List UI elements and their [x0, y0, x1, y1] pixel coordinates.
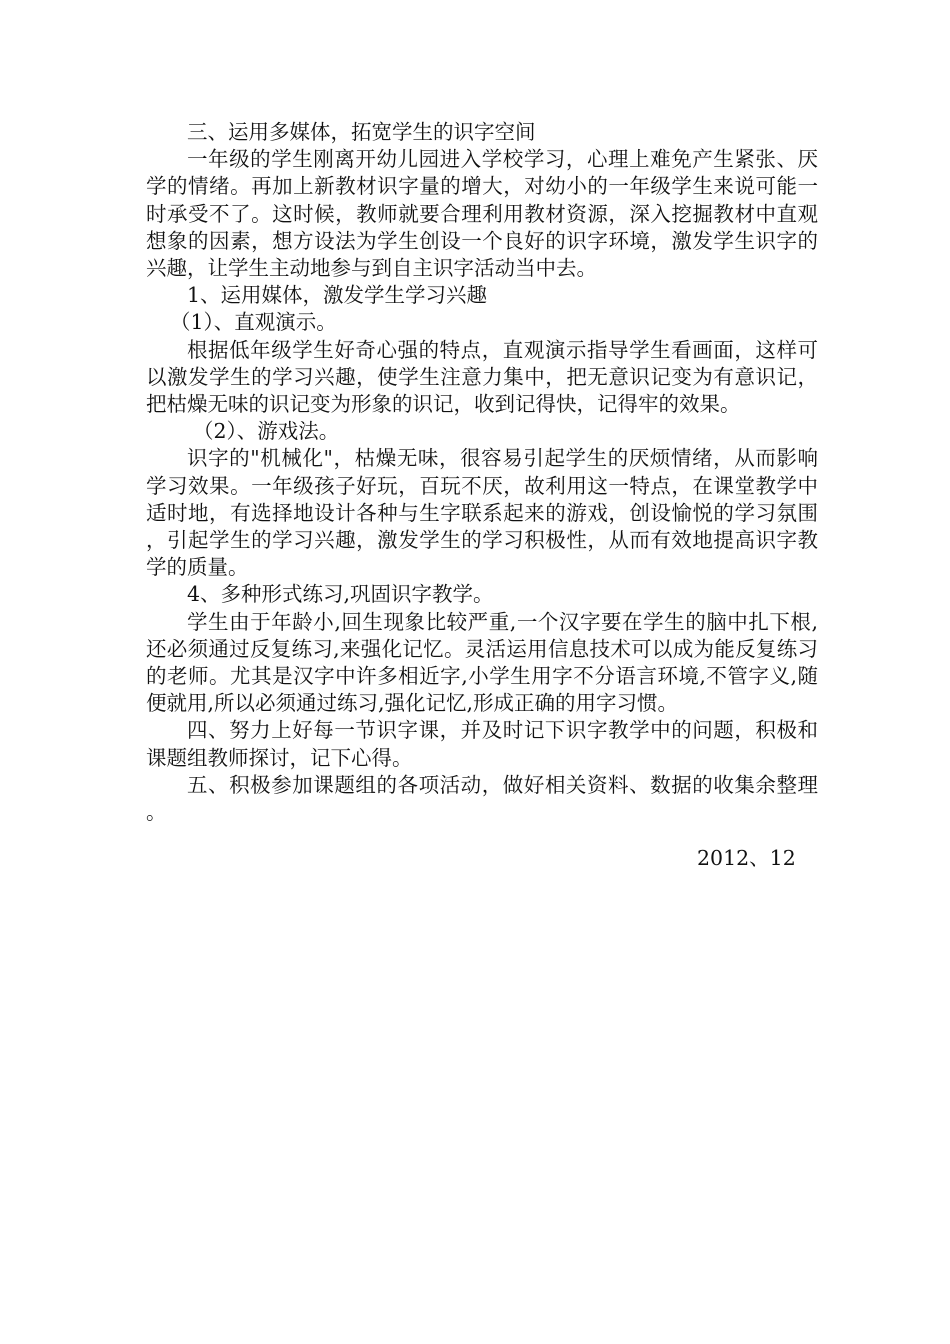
section-paragraph-4: 四、努力上好每一节识字课，并及时记下识字教学中的问题，积极和课题组教师探讨，记下心得。 [146, 718, 818, 770]
subsection-heading-4: 4、多种形式练习,巩固识字教学。 [187, 582, 494, 607]
item-heading-1: （1）、直观演示。 [170, 310, 337, 335]
body-paragraph: 学生由于年龄小,回生现象比较严重,一个汉字要在学生的脑中扎下根,还必须通过反复练习,来强化记忆。灵活运用信息技术可以成为能反复练习的老师。尤其是汉字中许多相近字,小学生用字不分语言环境,不管字义,随便就用,所以必须通过练习,强化记忆,形成正确的用字习惯。 [146, 609, 818, 716]
document-date: 2012、12 [697, 846, 796, 870]
document-body [146, 119, 818, 826]
body-paragraph: 根据低年级学生好奇心强的特点，直观演示指导学生看画面，这样可以激发学生的学习兴趣，使学生注意力集中，把无意识记变为有意识记，把枯燥无味的识记变为形象的识记，收到记得快，记得牢的效果。 [146, 337, 818, 417]
subsection-heading-1: 1、运用媒体，激发学生学习兴趣 [187, 283, 488, 308]
section-heading-3: 三、运用多媒体，拓宽学生的识字空间 [187, 120, 536, 144]
body-paragraph: 识字的"机械化"，枯燥无味，很容易引起学生的厌烦情绪，从而影响学习效果。一年级孩子好玩，百玩不厌，故利用这一特点，在课堂教学中适时地，有选择地设计各种与生字联系起来的游戏，创设愉悦的学习氛围，引起学生的学习兴趣，激发学生的学习积极性，从而有效地提高识字教学的质量。 [146, 446, 818, 580]
section-paragraph-5: 五、积极参加课题组的各项活动，做好相关资料、数据的收集余整理。 [146, 772, 818, 825]
body-paragraph: 一年级的学生刚离开幼儿园进入学校学习，心理上难免产生紧张、厌学的情绪。再加上新教材识字量的增大，对幼小的一年级学生来说可能一时承受不了。这时候，教师就要合理利用教材资源，深入挖掘教材中直观想象的因素，想方设法为学生创设一个良好的识字环境，激发学生识字的兴趣，让学生主动地参与到自主识字活动当中去。 [146, 147, 818, 281]
item-heading-2: （2）、游戏法。 [193, 419, 340, 444]
